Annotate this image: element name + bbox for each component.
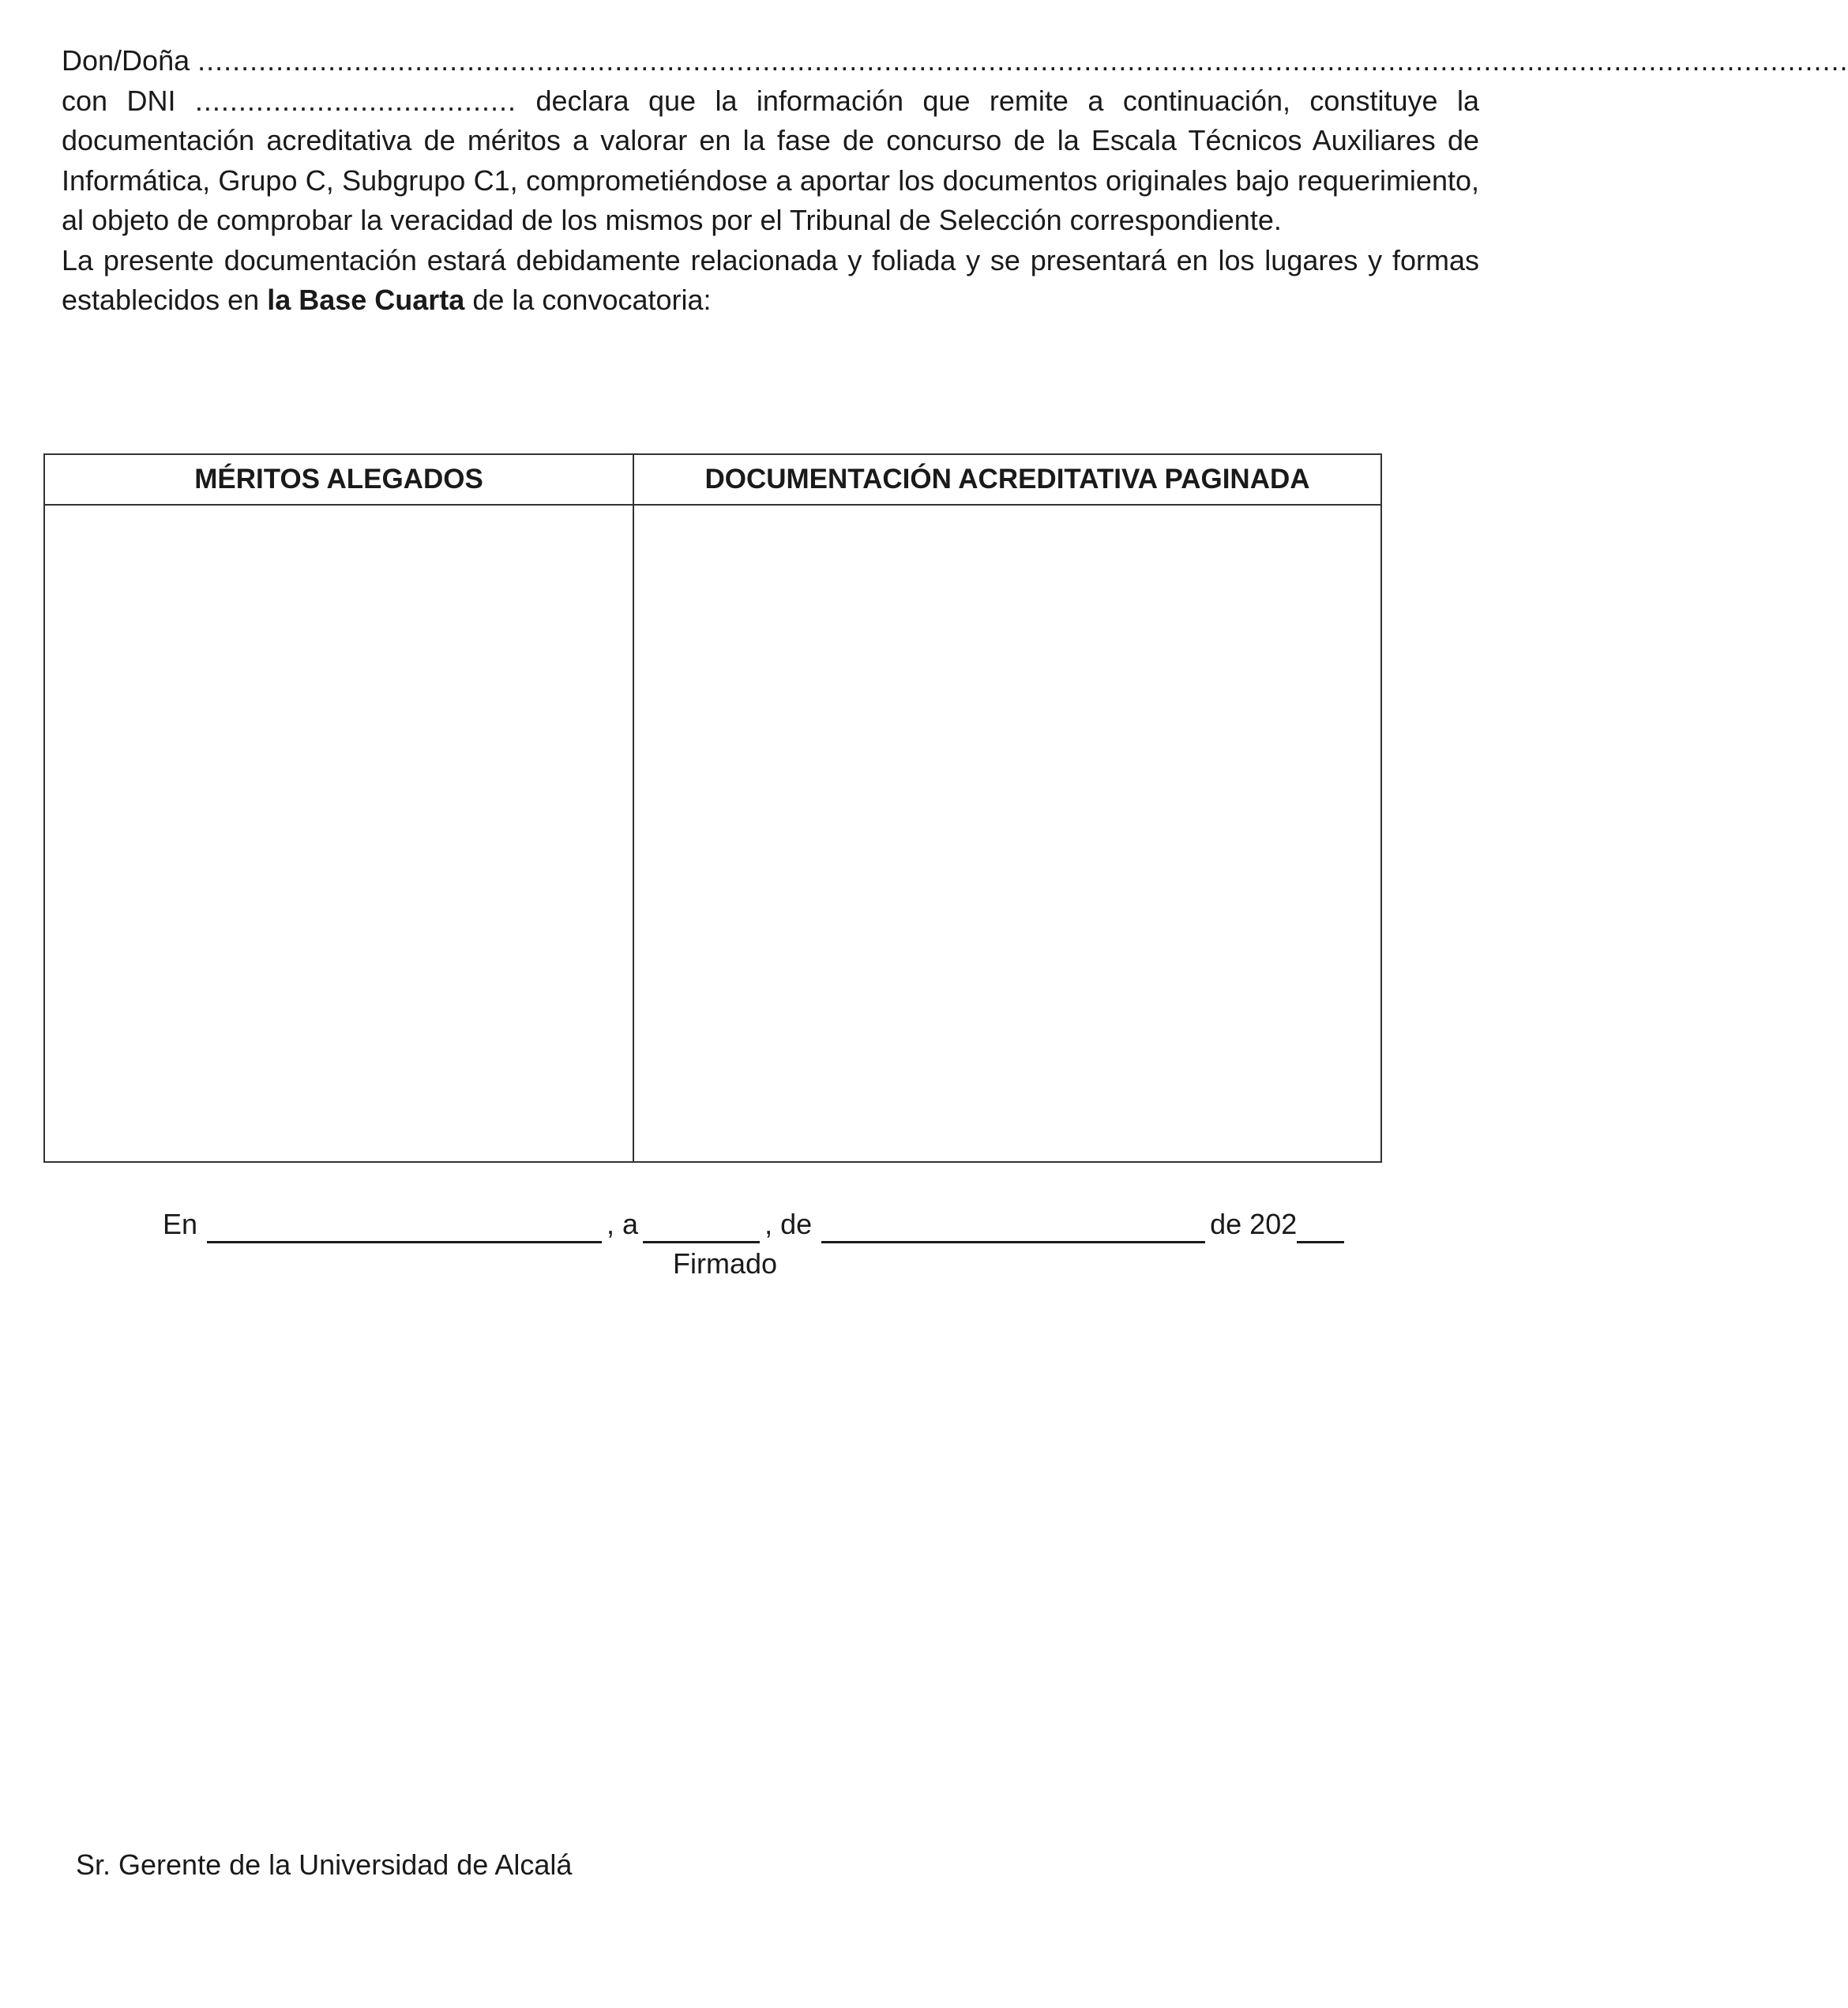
- name-line: [62, 41, 1848, 81]
- name-fill-dots: ..............................................................................................................................................................................................: [197, 44, 1848, 77]
- paragraph-2-end: de la convocatoria:: [472, 284, 712, 316]
- name-label: Don/Doña: [62, 44, 190, 77]
- year-prefix-label: de 202: [1210, 1208, 1298, 1240]
- declaration-paragraph-2: [62, 241, 1479, 321]
- month-blank[interactable]: [821, 1209, 1205, 1243]
- header-documentacion-acreditativa: DOCUMENTACIÓN ACREDITATIVA PAGINADA: [633, 454, 1381, 505]
- addressee: Sr. Gerente de la Universidad de Alcalá: [76, 1848, 573, 1881]
- signed-label: Firmado: [672, 1247, 778, 1280]
- date-line: [163, 1205, 1379, 1243]
- table-body-row: [44, 505, 1381, 1162]
- paragraph-2-start: La presente documentación estará debidamente relacionada y foliada y se presentará en los lugares y formas establecidos en: [62, 243, 1479, 316]
- declaration-text: [62, 41, 1848, 321]
- declaration-body: declara que la información que remite a continuación, constituye la documentación acreditativa de méritos a valorar en la fase de concurso de la Escala Técnicos Auxiliares de Informática, Grupo C, Subgrupo C1, comprometiéndose a aportar los documentos originales bajo requerimiento, al objeto de comprobar la veracidad de los mismos por el Tribunal de Selección correspondiente.: [62, 84, 1479, 236]
- declaration-paragraph-1: [62, 81, 1479, 241]
- en-label: En: [163, 1208, 198, 1240]
- a-label: , a: [607, 1208, 639, 1240]
- base-cuarta-emphasis: la Base Cuarta: [267, 284, 465, 316]
- year-blank[interactable]: [1297, 1209, 1344, 1243]
- de-label: , de: [764, 1208, 813, 1240]
- table-header-row: [44, 454, 1381, 505]
- merits-table: [43, 453, 1382, 1163]
- header-meritos-alegados: MÉRITOS ALEGADOS: [44, 454, 633, 505]
- place-blank[interactable]: [207, 1209, 602, 1243]
- dni-fill-dots: .....................................: [194, 84, 516, 117]
- meritos-cell[interactable]: [44, 505, 633, 1162]
- dni-label: con DNI: [62, 84, 176, 117]
- documentacion-cell[interactable]: [633, 505, 1381, 1162]
- day-blank[interactable]: [643, 1209, 760, 1243]
